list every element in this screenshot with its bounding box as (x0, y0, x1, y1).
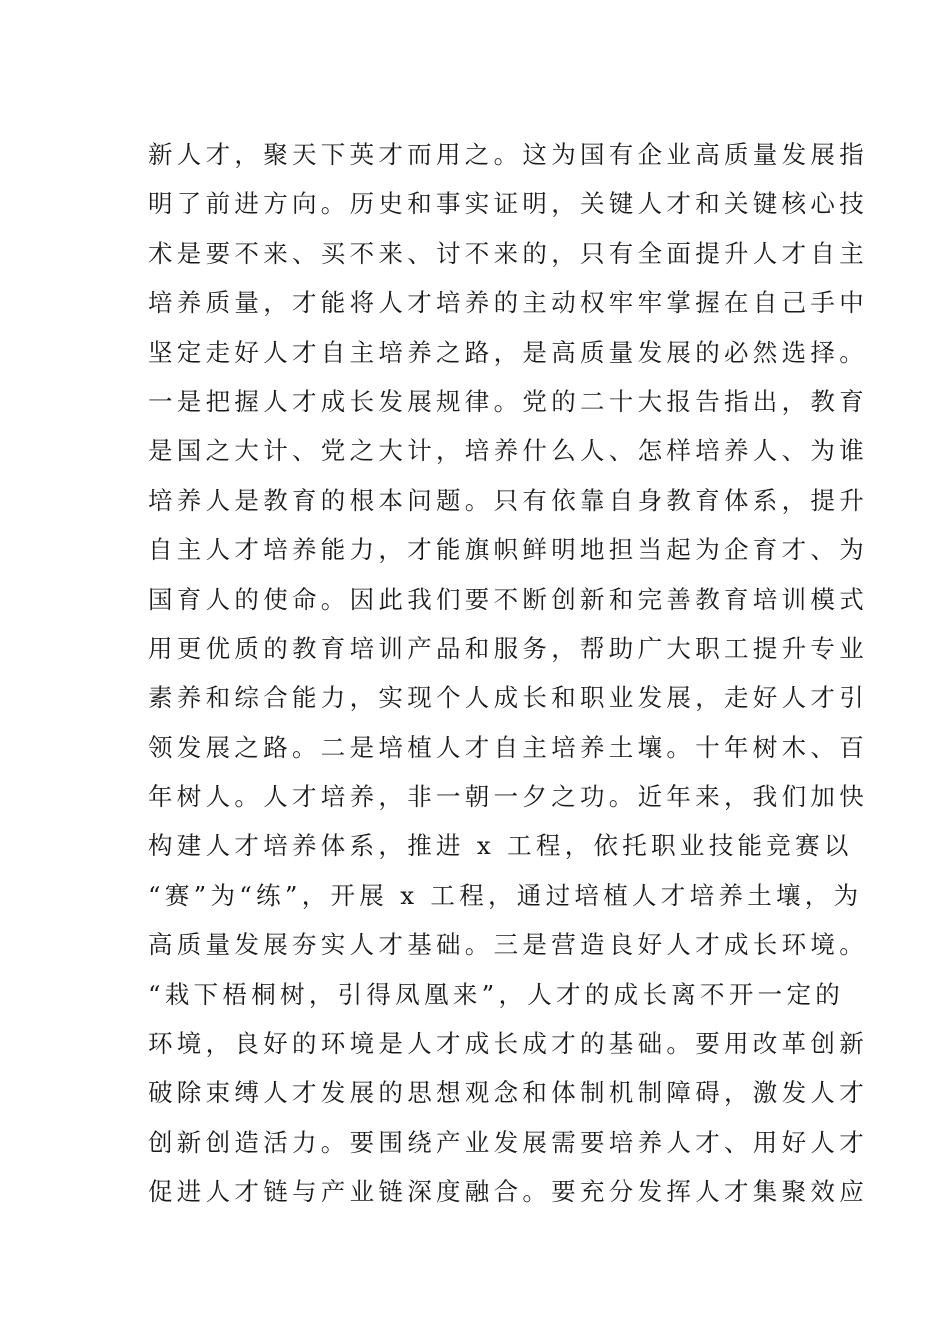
text-line: 一是把握人才成长发展规律。党的二十大报告指出，教育 (148, 386, 868, 416)
text-line: 促进人才链与产业链深度融合。要充分发挥人才集聚效应 (148, 1177, 868, 1207)
text-line: 明了前进方向。历史和事实证明，关键人才和关键核心技 (148, 189, 868, 219)
text-line: 国育人的使命。因此我们要不断创新和完善教育培训模式 (148, 584, 868, 614)
body-text (148, 130, 868, 1217)
text-line: 培养人是教育的根本问题。只有依靠自身教育体系，提升 (148, 485, 868, 515)
text-line: 是国之大计、党之大计，培养什么人、怎样培养人、为谁 (148, 436, 868, 466)
text-line: 年树人。人才培养，非一朝一夕之功。近年来，我们加快 (148, 782, 868, 812)
text-line: 素养和综合能力，实现个人成长和职业发展，走好人才引 (148, 683, 868, 713)
text-line: 新人才，聚天下英才而用之。这为国有企业高质量发展指 (148, 140, 868, 169)
text-line: 自主人才培养能力，才能旗帜鲜明地担当起为企育才、为 (148, 535, 868, 565)
text-line: 坚定走好人才自主培养之路，是高质量发展的必然选择。 (148, 337, 868, 367)
text-line: 术是要不来、买不来、讨不来的，只有全面提升人才自主 (148, 238, 868, 268)
text-line: 用更优质的教育培训产品和服务，帮助广大职工提升专业 (148, 633, 868, 663)
text-line: “赛”为“练”，开展 x 工程，通过培植人才培养土壤，为 (148, 880, 863, 910)
text-line: 构建人才培养体系，推进 x 工程，依托职业技能竞赛以 (148, 831, 853, 861)
text-line: 破除束缚人才发展的思想观念和体制机制障碍，激发人才 (148, 1078, 868, 1108)
text-line: 创新创造活力。要围绕产业发展需要培养人才、用好人才 (148, 1127, 868, 1157)
text-line: 培养质量，才能将人才培养的主动权牢牢掌握在自己手中 (148, 288, 868, 318)
text-line: 高质量发展夯实人才基础。三是营造良好人才成长环境。 (148, 930, 868, 960)
text-line: “栽下梧桐树，引得凤凰来”，人才的成长离不开一定的 (148, 979, 845, 1009)
text-line: 领发展之路。二是培植人才自主培养土壤。十年树木、百 (148, 732, 868, 762)
text-line: 环境，良好的环境是人才成长成才的基础。要用改革创新 (148, 1029, 868, 1059)
